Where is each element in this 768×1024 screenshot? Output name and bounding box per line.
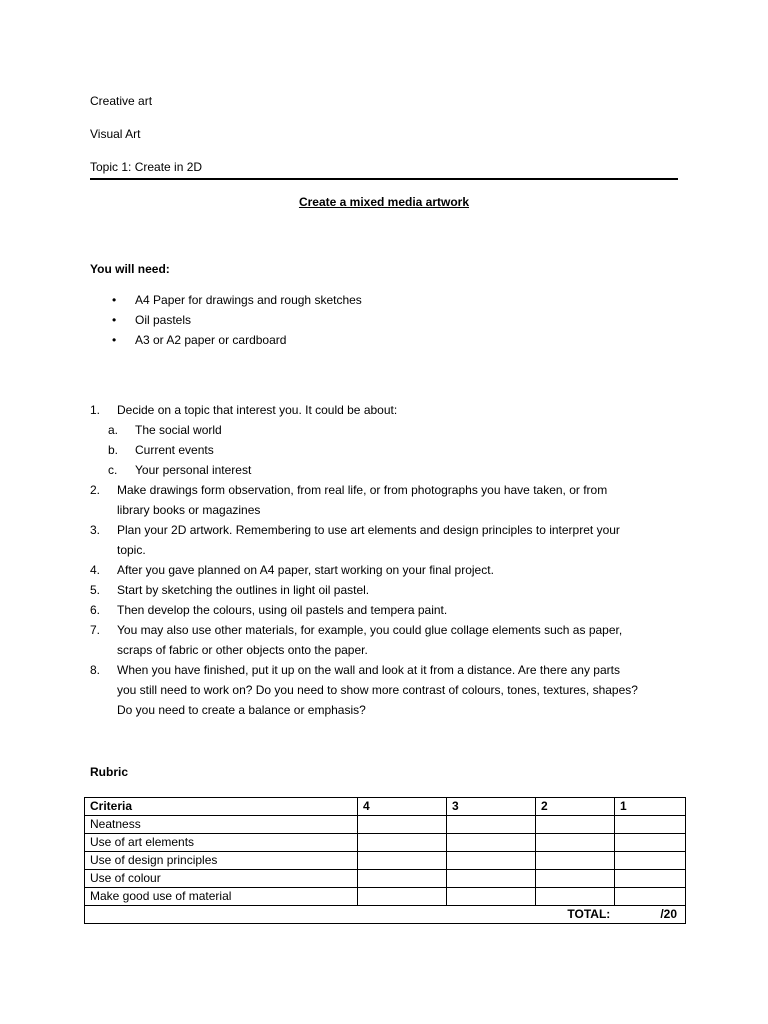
table-row (85, 816, 686, 834)
strand-label: Visual Art (90, 127, 141, 141)
column-header: 3 (447, 798, 536, 816)
criteria-cell: Use of design principles (85, 852, 358, 870)
score-cell (536, 852, 615, 870)
score-cell (447, 888, 536, 906)
score-cell (615, 852, 686, 870)
header-divider (90, 178, 678, 180)
column-header: 4 (358, 798, 447, 816)
score-cell (615, 870, 686, 888)
score-cell (447, 834, 536, 852)
bullet-icon: • (112, 333, 117, 347)
table-row (85, 834, 686, 852)
total-label: TOTAL: (567, 907, 611, 921)
table-row (85, 888, 686, 906)
score-cell (447, 870, 536, 888)
column-header: Criteria (85, 798, 358, 816)
score-cell (536, 888, 615, 906)
column-header: 2 (536, 798, 615, 816)
column-header: 1 (615, 798, 686, 816)
bullet-icon: • (112, 293, 117, 307)
bullet-icon: • (112, 313, 117, 327)
score-cell (358, 834, 447, 852)
score-cell (447, 816, 536, 834)
table-row (85, 870, 686, 888)
score-cell (358, 870, 447, 888)
score-cell (358, 888, 447, 906)
criteria-cell: Use of art elements (85, 834, 358, 852)
score-cell (536, 870, 615, 888)
score-cell (358, 852, 447, 870)
criteria-cell: Make good use of material (85, 888, 358, 906)
rubric-heading: Rubric (90, 765, 129, 779)
score-cell (615, 888, 686, 906)
score-cell (615, 834, 686, 852)
materials-heading: You will need: (90, 262, 170, 276)
total-value: /20 (660, 907, 677, 921)
criteria-cell: Neatness (85, 816, 358, 834)
table-header-row (85, 798, 686, 816)
score-cell (358, 816, 447, 834)
score-cell (615, 816, 686, 834)
topic-label: Topic 1: Create in 2D (90, 160, 203, 174)
subject-label: Creative art (90, 94, 153, 108)
rubric-table (84, 797, 686, 924)
table-row (85, 852, 686, 870)
total-row (85, 906, 686, 924)
document-title: Create a mixed media artwork (298, 195, 470, 209)
score-cell (447, 852, 536, 870)
criteria-cell: Use of colour (85, 870, 358, 888)
total-cell (85, 906, 686, 924)
score-cell (536, 834, 615, 852)
score-cell (536, 816, 615, 834)
